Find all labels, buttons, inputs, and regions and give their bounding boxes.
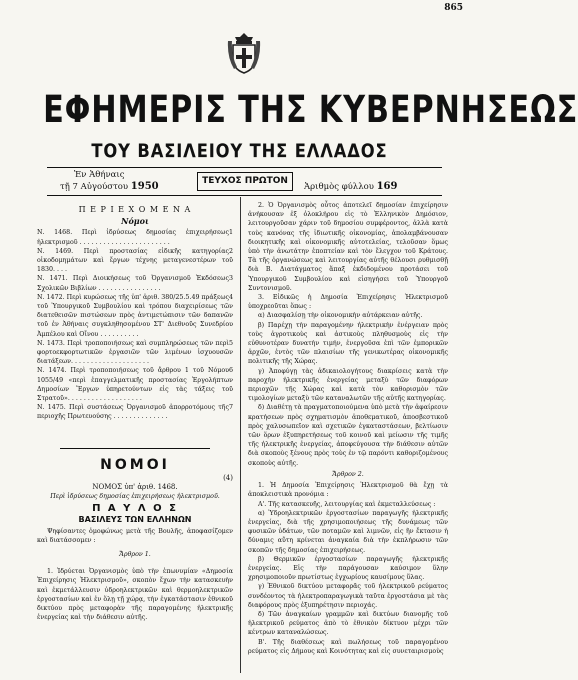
- laws-section-title: ΝΟΜΟΙ: [100, 457, 170, 473]
- gazette-subheading: ΤΟΥ ΒΑΣΙΛΕΙΟΥ ΤΗΣ ΕΛΛΑΔΟΣ: [91, 140, 388, 162]
- article1-heading: Ἄρθρον 1.: [119, 551, 151, 559]
- paragraph: α) Διασφαλίσῃ τὴν οἰκονομικὴν αὐτάρκειαν αὐτῆς.: [258, 312, 423, 320]
- paragraph: α) Ὑδροηλεκτρικῶν ἐργοστασίων παραγωγῆς ἠλεκτρικῆς ἐνεργείας, διὰ τῆς χρησιμοποιήσεως τῆς δυνάμεως τῶν φυσικῶν ὑδάτων, τῶν ποταμῶν καὶ λιμνῶν, εἰς ἣν ἔκτασιν ἡ δύναμις αὕτη κρίνεται ἀναγκαία διὰ τὴν ἐκπλήρωσιν τῶν σκοπῶν τῆς δημοσίας ἐπιχειρήσεως.: [248, 509, 448, 554]
- paragraph: 2. Ὁ Ὀργανισμὸς οὗτος ἀποτελεῖ δημοσίαν ἐπιχείρησιν ἀνήκουσαν ἐξ ὁλοκλήρου εἰς τὸ Ἑλληνικὸν Δημόσιον, λειτουργοῦσαν χάριν τοῦ δημοσίου συμφέροντος, ἀλλὰ κατὰ τοὺς κανόνας τῆς ἰδιωτικῆς οἰκονομίας, ἀπολαμβάνουσαν διοικητικῆς καὶ οἰκονομικῆς αὐτοτελείας, τελοῦσαν ὅμως ὑπὸ τὴν ἀνωτάτην ἐποπτείαν καὶ τὸν ἔλεγχον τοῦ Κράτους. Τὰ τῆς ὀργανώσεως καὶ λειτουργίας αὐτῆς θέλουσι ρυθμισθῇ διὰ Β. Διατάγματος ἅπαξ ἐκδιδομένου προτάσει τοῦ Ὑπουργικοῦ Συμβουλίου καὶ εἰσηγήσει τοῦ Ὑπουργοῦ Συντονισμοῦ.: [248, 202, 448, 292]
- paragraph: δ) Διαθέτῃ τὰ πραγματοποιούμενα ὑπὸ μετὰ τὴν ἀφαίρεσιν κρατήσεων πρὸς σχηματισμὸν ἀποθεματικοῦ, ἀποσβεστικοῦ πρὸς χαλυσωπεῖον καὶ σχετικῶν ἐγκαταστάσεων, βελτίωσιν τῶν ὅρων ἐξυπηρετήσεως τοῦ κοινοῦ καὶ μείωσιν τῆς τιμῆς τῆς ἠλεκτρικῆς ἐνεργείας, ἀποφεύγουσα τὴν διάθεσιν αὐτῶν διὰ σκοποὺς ξένους πρὸς τοὺς ἐν τῷ παρόντι καθοριζομένους σκοποὺς αὐτῆς.: [248, 404, 448, 467]
- page-number: 865: [444, 3, 463, 13]
- law-title: Περὶ ἱδρύσεως δημοσίας ἐπιχειρήσεως ἠλεκτρισμοῦ.: [50, 493, 220, 501]
- paragraph: γ) Ἐθνικοῦ δικτύου μεταφορᾶς τοῦ ἠλεκτρικοῦ ρεύματος συνδέοντος τὰ ἠλεκτροπαραγωγικὰ ταῦτα ἐργοστάσια μὲ τὰς διαφόρους πρὸς ἐξυπηρέτησιν περιοχάς.: [248, 583, 448, 609]
- law-section: [37, 456, 233, 622]
- king-title: ΒΑΣΙΛΕΥΣ ΤΩΝ ΕΛΛΗΝΩΝ: [78, 514, 192, 524]
- issue-date: [60, 181, 159, 193]
- column-divider: [240, 197, 241, 673]
- issue-date-text: τῇ 7 Αὐγούστου: [60, 182, 129, 192]
- header-divider-top: [47, 167, 442, 168]
- contents-item: [37, 228, 233, 246]
- paragraph: δ) Τῶν ἀναγκαίων γραμμῶν καὶ δικτύων διανομῆς τοῦ ἠλεκτρικοῦ ρεύματος ἀπὸ τὸ ἐθνικὸν δίκτυον μέχρι τῶν κέντρων καταναλώσεως.: [248, 610, 448, 637]
- issue-place: Ἐν Ἀθήναις: [74, 170, 125, 180]
- contents-item-text: Ν. 1468. Περὶ ἱδρύσεως δημοσίας ἐπιχειρήσεως ἠλεκτρισμοῦ . . . . . . . . . . . . . . . . . . . . . . .: [37, 229, 229, 246]
- contents-item-page: 5: [228, 339, 233, 347]
- contents-subtitle: Νόμοι: [121, 216, 149, 227]
- contents-item-text: Ν. 1473. Περὶ τροποποιήσεως καὶ συμπληρώσεως τῶν περὶ φορτοεκφορτωτικῶν ἐργασιῶν τῶν λιμένων ἰσχυουσῶν διατάξεων. . . . . . . . . . . . . . . . . . . .: [37, 339, 233, 366]
- law-enactment: Ψηφίσαντες ὁμοφώνως μετὰ τῆς Βουλῆς, ἀποφασίζομεν καὶ διατάσσομεν :: [37, 527, 233, 544]
- sheet-label: Ἀριθμὸς φύλλου: [304, 182, 374, 192]
- law-item-number: (4): [223, 474, 233, 482]
- royal-coat-of-arms: [226, 31, 262, 77]
- paragraph: β) Παρέχῃ τὴν παραγομένην ἠλεκτρικὴν ἐνέργειαν πρὸς τοὺς ἀγροτικοὺς καὶ ἀστικοὺς πληθυσμοὺς εἰς τὴν εὐθυνοτέραν δυνατὴν τιμήν, ἐνεργοῦσα ἐπὶ τῶν ἐμπορικῶν ἀρχῶν, ἐντὸς τῶν πλαισίων τῆς γενικωτέρας οἰκονομικῆς πολιτικῆς τῆς Χώρας.: [248, 321, 448, 366]
- paragraph: Α'. Τῆς κατασκευῆς, λειτουργίας καὶ ἐκμεταλλεύσεως :: [258, 500, 436, 508]
- contents-item: [37, 339, 233, 367]
- contents-item-page: 3: [228, 275, 233, 283]
- contents-section: [37, 205, 233, 422]
- paragraph: 1. Ἡ Δημοσία Ἐπιχείρησις Ἠλεκτρισμοῦ θὰ ἔχῃ τὰ ἀποκλειστικὰ προνόμια :: [248, 482, 448, 499]
- right-column-text: [248, 201, 448, 656]
- contents-title: Π Ε Ρ Ι Ε Χ Ο Μ Ε Ν Α: [78, 205, 192, 214]
- sheet-number-line: [304, 181, 397, 193]
- law-number: ΝΟΜΟΣ ὑπ' ἀριθ. 1468.: [92, 483, 178, 492]
- contents-item-text: Ν. 1469. Περὶ προστασίας εἰδικῆς κατηγορίας οἰκοδομημάτων καὶ ἔργων τέχνης μεταγενεστέρων τοῦ 1830. . . .: [37, 247, 233, 274]
- header-divider-bottom: [47, 195, 442, 196]
- contents-end-rule: [60, 448, 210, 449]
- article2-heading: Ἄρθρον 2.: [332, 470, 364, 478]
- king-name: Π Α Υ Λ Ο Σ: [92, 502, 178, 514]
- contents-item-page: 6: [228, 367, 233, 375]
- contents-item-page: 1: [228, 229, 233, 237]
- paragraph: β) Θερμικῶν ἐργοστασίων παραγωγῆς ἠλεκτρικῆς ἐνεργείας. Εἰς τὴν παράγουσαν καύσιμον ὕλην χρησιμοποιοῦν πρωτίστως ἐγχωρίους καυσίμους ὕλας.: [248, 555, 448, 582]
- gazette-masthead: ΕΦΗΜΕΡΙΣ ΤΗΣ ΚΥΒΕΡΝΗΣΕΩΣ: [43, 88, 578, 131]
- contents-item-text: Ν. 1475. Περὶ συστάσεως Ὀργανισμοῦ ἀπορροτόμους τῆς περιοχῆς Πρωτευούσης . . . . . . . . . . . . . .: [37, 404, 229, 421]
- contents-item: [37, 293, 233, 339]
- contents-item-text: Ν. 1474. Περὶ τροποποιήσεως τοῦ ἄρθρου 1 τοῦ Νόμου 1055/49 «περὶ ἐπαγγελματικῆς προστασίας Ἐργολήπτων Δημοσίων Ἔργων ὑπηρετούντων εἰς τὰς τάξεις τοῦ Στρατοῦ». . . . . . . . . . . . . . . . . . .: [37, 367, 233, 403]
- contents-item-page: 7: [228, 404, 233, 412]
- contents-item: [37, 366, 233, 403]
- sheet-number: 169: [376, 181, 398, 192]
- contents-item-page: 2: [228, 247, 233, 255]
- contents-item-page: 4: [228, 293, 233, 301]
- paragraph: 3. Εἰδικῶς ἡ Δημοσία Ἐπιχείρησις Ἠλεκτρισμοῦ ὑποχρεοῦται ὅπως :: [248, 294, 448, 311]
- contents-item-text: Ν. 1472. Περὶ κυρώσεως τῆς ὑπ' ἀριθ. 380/25.5.49 πράξεως τοῦ Ὑπουργικοῦ Συμβουλίου καὶ τρόπου διαχειρίσεως τῶν διατεθεισῶν πιστώσεων πρὸς ἀντιμετώπισιν τῶν δαπανῶν τοῦ ἐν Ἀθήναις συγκληθησομένου ΣΤ' Διεθνοῦς Συνεδρίου Ἀμπέλου καὶ Οἴνου . . . . . . . . . .: [37, 293, 233, 338]
- article1-text: 1. Ἱδρύεται Ὀργανισμὸς ὑπὸ τὴν ἐπωνυμίαν «Δημοσία Ἐπιχείρησις Ἠλεκτρισμοῦ», σκοπὸν ἔχων τὴν κατασκευὴν καὶ ἐκμετάλλευσιν ὑδροηλεκτρικῶν καὶ θερμοηλεκτρικῶν ἐργοστασίων καὶ ἐν ὅλῃ τῇ χώρᾳ, τὴν ἐγκατάστασιν ἐθνικοῦ δικτύου πρὸς μεταφορὰν τῆς παραγομένης ἠλεκτρικῆς ἐνεργείας καὶ τὴν διάθεσιν αὐτῆς.: [37, 568, 233, 622]
- paragraph: γ) Ἀποφύγῃ τὰς ἀδικαιολογήτους διακρίσεις κατὰ τὴν παροχὴν ἠλεκτρικῆς ἐνεργείας μεταξὺ τῶν διαφόρων περιοχῶν τῆς Χώρας καὶ κατὰ τὸν καθορισμὸν τῶν τιμολογίων μεταξὺ τῶν καταναλωτῶν τῆς αὐτῆς κατηγορίας.: [248, 367, 448, 403]
- issue-year: 1950: [130, 181, 159, 192]
- contents-item: [37, 274, 233, 292]
- contents-item: [37, 403, 233, 421]
- contents-item-text: Ν. 1471. Περὶ Διοικήσεως τοῦ Ὀργανισμοῦ Ἐκδόσεως Σχολικῶν Βιβλίων . . . . . . . . . . . . . . . .: [37, 275, 229, 292]
- issue-type-box: ΤΕΥΧΟΣ ΠΡΩΤΟΝ: [197, 172, 293, 191]
- paragraph: Β'. Τῆς διαθέσεως καὶ πωλήσεως τοῦ παραγομένου ρεύματος εἰς Δήμους καὶ Κοινότητας καὶ εἰς συνεταιρισμοὺς: [248, 638, 448, 655]
- contents-item: [37, 247, 233, 275]
